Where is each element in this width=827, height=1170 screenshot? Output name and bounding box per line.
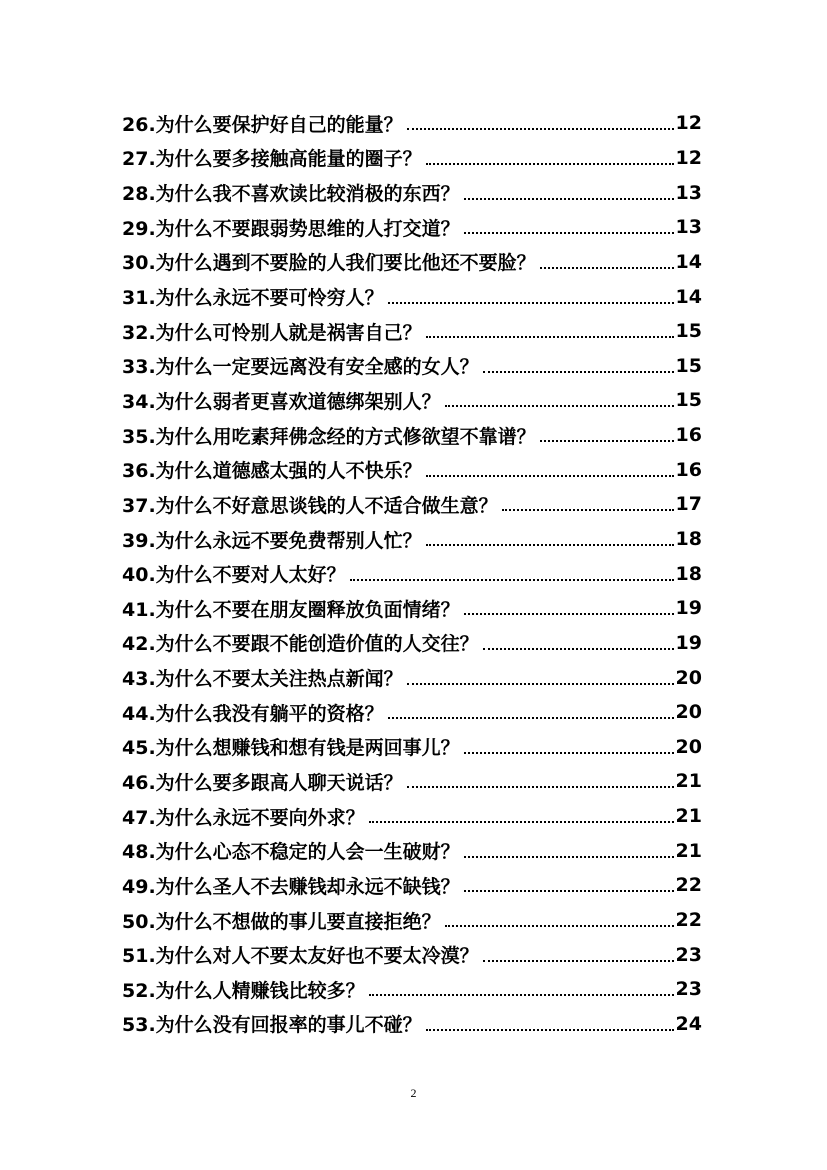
toc-entry-page: 15: [675, 354, 702, 377]
toc-entry-title: 40.为什么不要对人太好？: [122, 564, 346, 587]
toc-entry-title: 33.为什么一定要远离没有安全感的女人？: [122, 356, 479, 379]
toc-entry-page: 24: [675, 1012, 702, 1035]
toc-dot-leader: [464, 198, 674, 200]
toc-dot-leader: [502, 509, 674, 511]
toc-entry-page: 12: [675, 146, 702, 169]
toc-dot-leader: [426, 475, 674, 477]
toc-entry[interactable]: [122, 764, 702, 799]
toc-entry-title: 44.为什么我没有躺平的资格？: [122, 702, 384, 725]
toc-entry[interactable]: [122, 210, 702, 245]
toc-dot-leader: [407, 683, 674, 685]
toc-entry-page: 14: [675, 285, 702, 308]
toc-entry-page: 21: [675, 770, 702, 793]
toc-entry-page: 18: [675, 562, 702, 585]
toc-dot-leader: [483, 960, 674, 962]
toc-entry[interactable]: [122, 695, 702, 730]
toc-entry-title: 43.为什么不要太关注热点新闻？: [122, 668, 403, 691]
toc-dot-leader: [388, 302, 674, 304]
toc-entry-title: 29.为什么不要跟弱势思维的人打交道？: [122, 217, 460, 240]
toc-dot-leader: [540, 267, 674, 269]
toc-dot-leader: [445, 925, 674, 927]
toc-entry-page: 18: [675, 528, 702, 550]
toc-entry-page: 21: [675, 805, 702, 828]
toc-entry[interactable]: [122, 868, 702, 903]
toc-entry[interactable]: [122, 1007, 702, 1042]
toc-entry-title: 39.为什么永远不要免费帮别人忙？: [122, 529, 422, 552]
toc-entry[interactable]: [122, 279, 702, 314]
toc-entry[interactable]: [122, 418, 702, 453]
toc-entry-title: 31.为什么永远不要可怜穷人？: [122, 287, 384, 310]
toc-entry-title: 49.为什么圣人不去赚钱却永远不缺钱？: [122, 875, 460, 898]
toc-entry-title: 36.为什么道德感太强的人不快乐？: [122, 460, 422, 483]
toc-entry-page: 19: [675, 631, 702, 654]
toc-entry-title: 53.为什么没有回报率的事儿不碰？: [122, 1014, 422, 1037]
toc-entry[interactable]: [122, 348, 702, 383]
toc-entry-title: 30.为什么遇到不要脸的人我们要比他还不要脸？: [122, 252, 536, 275]
toc-entry-page: 20: [675, 666, 702, 689]
toc-entry-title: 48.为什么心态不稳定的人会一生破财？: [122, 841, 460, 864]
toc-entry-page: 15: [675, 320, 702, 343]
page-number: 2: [410, 1086, 417, 1100]
toc-entry-title: 42.为什么不要跟不能创造价值的人交往？: [122, 633, 479, 656]
toc-entry-title: 32.为什么可怜别人就是祸害自己？: [122, 321, 422, 344]
toc-dot-leader: [426, 163, 674, 165]
toc-entry-page: 17: [675, 493, 702, 516]
toc-entry[interactable]: [122, 106, 702, 141]
toc-entry-title: 45.为什么想赚钱和想有钱是两回事儿？: [122, 737, 460, 760]
toc-dot-leader: [350, 579, 674, 581]
toc-entry-page: 15: [675, 389, 702, 412]
toc-entry[interactable]: [122, 245, 702, 280]
toc-entry[interactable]: [122, 972, 702, 1007]
toc-entry-page: 23: [675, 978, 702, 1001]
toc-entry-page: 19: [675, 597, 702, 620]
toc-entry[interactable]: [122, 175, 702, 210]
toc-entry-title: 46.为什么要多跟高人聊天说话？: [122, 771, 403, 794]
toc-entry-title: 27.为什么要多接触高能量的圈子？: [122, 148, 422, 171]
toc-entry-title: 34.为什么弱者更喜欢道德绑架别人？: [122, 390, 441, 413]
toc-entry-page: 12: [675, 112, 702, 135]
toc-dot-leader: [407, 128, 674, 130]
toc-dot-leader: [483, 371, 674, 373]
toc-entry[interactable]: [122, 591, 702, 626]
toc-entry-page: 20: [675, 735, 702, 758]
toc-dot-leader: [426, 544, 674, 546]
toc-dot-leader: [464, 752, 674, 754]
toc-dot-leader: [464, 856, 674, 858]
toc-entry[interactable]: [122, 660, 702, 695]
toc-entry[interactable]: [122, 314, 702, 349]
toc-entry[interactable]: [122, 141, 702, 176]
toc-entry-title: 47.为什么永远不要向外求？: [122, 806, 365, 829]
toc-entry-title: 35.为什么用吃素拜佛念经的方式修欲望不靠谱？: [122, 425, 536, 448]
toc-entry[interactable]: [122, 383, 702, 418]
toc-dot-leader: [483, 648, 674, 650]
toc-dot-leader: [464, 613, 674, 615]
toc-entry[interactable]: [122, 556, 702, 591]
toc-entry-page: 16: [675, 458, 702, 481]
toc-entry[interactable]: [122, 730, 702, 765]
toc-entry[interactable]: [122, 937, 702, 972]
toc-entry[interactable]: [122, 903, 702, 938]
toc-entry-title: 37.为什么不好意思谈钱的人不适合做生意？: [122, 494, 498, 517]
toc-entry-page: 23: [675, 943, 702, 966]
toc-entry-page: 20: [675, 701, 702, 724]
toc-entry-title: 50.为什么不想做的事儿要直接拒绝？: [122, 910, 441, 933]
toc-entry-title: 28.为什么我不喜欢读比较消极的东西？: [122, 183, 460, 206]
toc-entry-page: 22: [675, 909, 702, 932]
toc-entry[interactable]: [122, 487, 702, 522]
toc-dot-leader: [464, 232, 674, 234]
toc-entry[interactable]: [122, 799, 702, 834]
toc-entry[interactable]: [122, 522, 702, 557]
toc-dot-leader: [369, 821, 674, 823]
toc-dot-leader: [388, 717, 674, 719]
toc-entry[interactable]: [122, 452, 702, 487]
toc-dot-leader: [540, 440, 674, 442]
toc-entry-title: 26.为什么要保护好自己的能量？: [122, 113, 403, 136]
toc-dot-leader: [426, 1029, 674, 1031]
toc-entry-page: 13: [675, 216, 702, 239]
toc-entry-title: 52.为什么人精赚钱比较多？: [122, 979, 365, 1002]
toc-dot-leader: [407, 786, 674, 788]
toc-entry-page: 21: [675, 839, 702, 862]
toc-dot-leader: [426, 336, 674, 338]
toc-dot-leader: [464, 890, 674, 892]
toc-entry-title: 51.为什么对人不要太友好也不要太冷漠？: [122, 945, 479, 968]
toc-dot-leader: [369, 994, 674, 996]
toc-entry-page: 22: [675, 874, 702, 897]
toc-entry-page: 13: [675, 181, 702, 204]
toc-entry[interactable]: [122, 626, 702, 661]
table-of-contents: [122, 106, 702, 1041]
toc-entry-page: 16: [675, 424, 702, 447]
toc-dot-leader: [445, 405, 674, 407]
toc-entry[interactable]: [122, 833, 702, 868]
toc-entry-page: 14: [675, 250, 702, 273]
toc-entry-title: 41.为什么不要在朋友圈释放负面情绪？: [122, 598, 460, 621]
